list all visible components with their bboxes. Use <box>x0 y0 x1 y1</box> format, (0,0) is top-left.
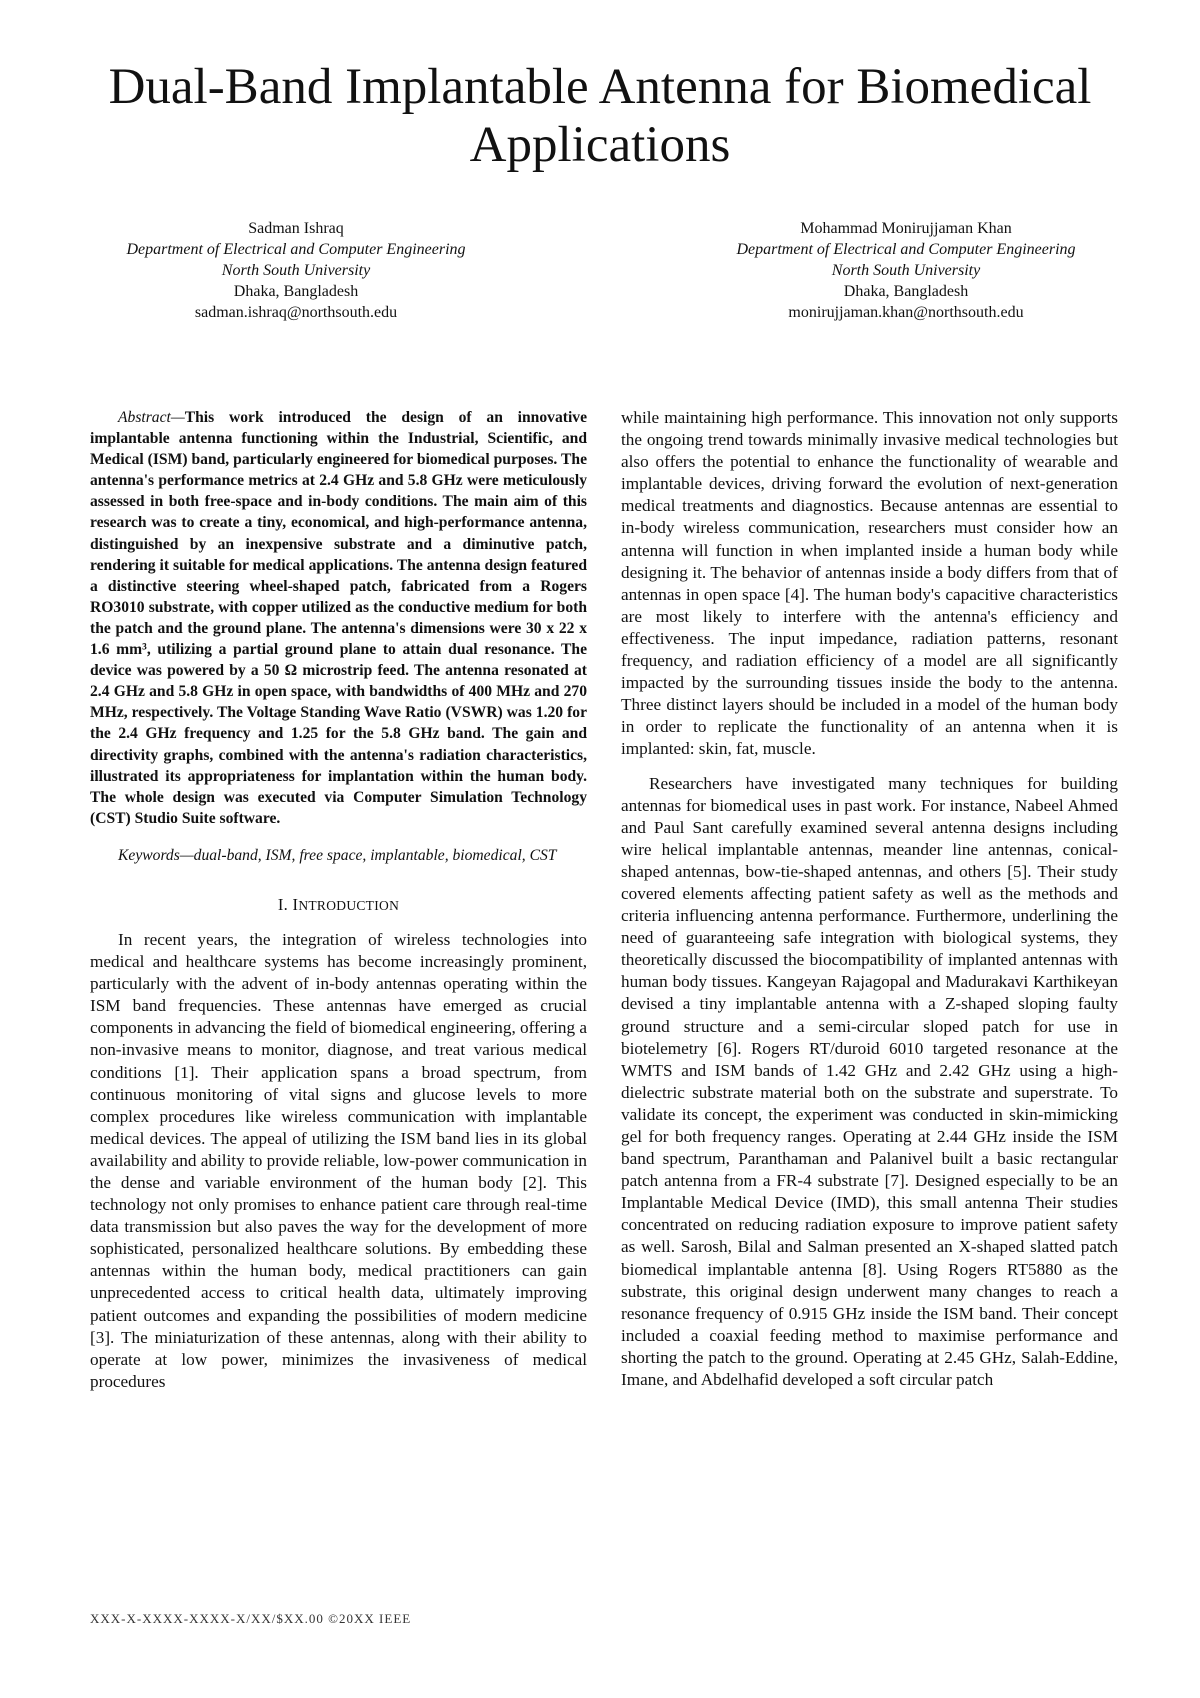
author-university: North South University <box>831 262 981 279</box>
author-name: Sadman Ishraq <box>248 220 344 237</box>
author-email: sadman.ishraq@northsouth.edu <box>194 304 398 321</box>
abstract <box>90 407 587 829</box>
section-heading-introduction <box>90 894 587 917</box>
author-email: monirujjaman.khan@northsouth.edu <box>788 304 1024 321</box>
author-university: North South University <box>221 262 371 279</box>
left-column <box>90 407 587 1393</box>
author-block-1 <box>86 218 506 323</box>
intro-paragraph: In recent years, the integration of wireless technologies into medical and healthcare systems has become increasingly prominent, particularly with the advent of in-body antennas operating within the ISM band frequencies. These antennas have emerged as crucial components in advancing the field of biomedical engineering, offering a non-invasive means to monitor, diagnose, and treat various medical conditions [1]. Their application spans a broad spectrum, from continuous monitoring of vital signs and glucose levels to more complex procedures like wireless communication with implantable medical devices. The appeal of utilizing the ISM band lies in its global availability and ability to provide reliable, low-power communication in the dense and variable environment of the human body [2]. This technology not only promises to enhance patient care through real-time data transmission but also paves the way for the development of more sophisticated, personalized healthcare solutions. By embedding these antennas within the human body, medical practitioners can gain unprecedented access to critical health data, ultimately improving patient outcomes and expanding the possibilities of modern medicine [3]. The miniaturization of these antennas, along with their ability to operate at low power, minimizes the invasiveness of medical procedures <box>90 929 588 1391</box>
author-block-2 <box>696 218 1116 323</box>
author-location: Dhaka, Bangladesh <box>233 283 359 300</box>
abstract-lead: Abstract— <box>118 409 185 426</box>
author-name: Mohammad Monirujjaman Khan <box>800 220 1012 237</box>
section-title-rest: NTRODUCTION <box>298 897 400 913</box>
copyright-footer: XXX-X-XXXX-XXXX-X/XX/$XX.00 ©20XX IEEE <box>90 1611 412 1626</box>
body-paragraph-continued: while maintaining high performance. This innovation not only supports the ongoing trend towards minimally invasive medical technologies but also offers the potential to enhance the functionality of wearable and implantable devices, driving forward the evolution of next-generation medical treatments and diagnostics. Because antennas are essential to in-body wireless communication, researchers must consider how an antenna will function in when implanted inside a human body while designing it. The behavior of antennas inside a body differs from that of antennas in open space [4]. The human body's capacitive characteristics are most likely to interfere with the antenna's efficiency and effectiveness. The input impedance, radiation patterns, resonant frequency, and radiation efficiency of a model are all significantly impacted by the surrounding tissues inside the body to the antenna. Three distinct layers should be included in a model of the human body in order to replicate the functionality of an antenna when it is implanted: skin, fat, muscle. <box>621 408 1118 759</box>
paper-title: Dual-Band Implantable Antenna for Biomedical Applications <box>108 59 1092 173</box>
section-title-initial: I <box>292 894 299 914</box>
section-number: I. <box>277 894 289 914</box>
right-column <box>621 407 1118 1391</box>
abstract-text: This work introduced the design of an innovative implantable antenna functioning within the Industrial, Scientific, and Medical (ISM) band, particularly engineered for biomedical purposes. The antenna's performance metrics at 2.4 GHz and 5.8 GHz were meticulously assessed in both free-space and in-body conditions. The main aim of this research was to create a tiny, economical, and high-performance antenna, distinguished by an inexpensive substrate and a diminutive patch, rendering it suitable for medical applications. The antenna design featured a distinctive steering wheel-shaped patch, fabricated from a Rogers RO3010 substrate, with copper utilized as the conductive medium for both the patch and the ground plane. The antenna's dimensions were 30 x 22 x 1.6 mm³, utilizing a partial ground plane to attain dual resonance. The device was powered by a 50 Ω microstrip feed. The antenna resonated at 2.4 GHz and 5.8 GHz in open space, with bandwidths of 400 MHz and 270 MHz, respectively. The Voltage Standing Wave Ratio (VSWR) was 1.20 for the 2.4 GHz frequency and 1.25 for the 5.8 GHz band. The gain and directivity graphs, combined with the antenna's radiation characteristics, illustrated its appropriateness for implantation within the human body. The whole design was executed via Computer Simulation Technology (CST) Studio Suite software. <box>90 409 587 827</box>
body-paragraph: Researchers have investigated many techniques for building antennas for biomedical uses in past work. For instance, Nabeel Ahmed and Paul Sant carefully examined several antenna designs including wire helical implantable antennas, meander line antennas, conical-shaped antennas, bow-tie-shaped antennas, and others [5]. Their study covered elements affecting patient safety as well as the methods and criteria influencing antenna performance. Furthermore, underlining the need of guaranteeing safe integration with biological systems, they theoretically discussed the biocompatibility of implanted antennas with human body tissues. Kangeyan Rajagopal and Madurakavi Karthikeyan devised a tiny implantable antenna with a Z-shaped sloping faulty ground structure and a semi-circular sloped patch for use in biotelemetry [6]. Rogers RT/duroid 6010 targeted resonance at the WMTS and ISM bands of 1.42 GHz and 2.42 GHz using a high-dielectric substrate material both on the substrate and superstrate. To validate its concept, the experiment was conducted in skin-mimicking gel for both frequency ranges. Operating at 2.44 GHz inside the ISM band spectrum, Paranthaman and Palanivel built a basic rectangular patch antenna from a FR-4 substrate [7]. Designed especially to be an Implantable Medical Device (IMD), this small antenna Their studies concentrated on reducing radiation exposure to improve patient safety as well. Sarosh, Bilal and Salman presented an X-shaped slatted patch biomedical implantable antenna [8]. Using Rogers RT5880 as the substrate, this original design underwent many changes to reach a resonance frequency of 0.915 GHz inside the ISM band. Their concept included a coaxial feeding method to maximise performance and shorting the patch to the ground. Operating at 2.45 GHz, Salah-Eddine, Imane, and Abdelhafid developed a soft circular patch <box>621 773 1118 1390</box>
author-department: Department of Electrical and Computer Engineering <box>126 241 466 258</box>
author-location: Dhaka, Bangladesh <box>843 283 969 300</box>
author-department: Department of Electrical and Computer Engineering <box>736 241 1076 258</box>
keywords: Keywords—dual-band, ISM, free space, implantable, biomedical, CST <box>118 846 557 864</box>
